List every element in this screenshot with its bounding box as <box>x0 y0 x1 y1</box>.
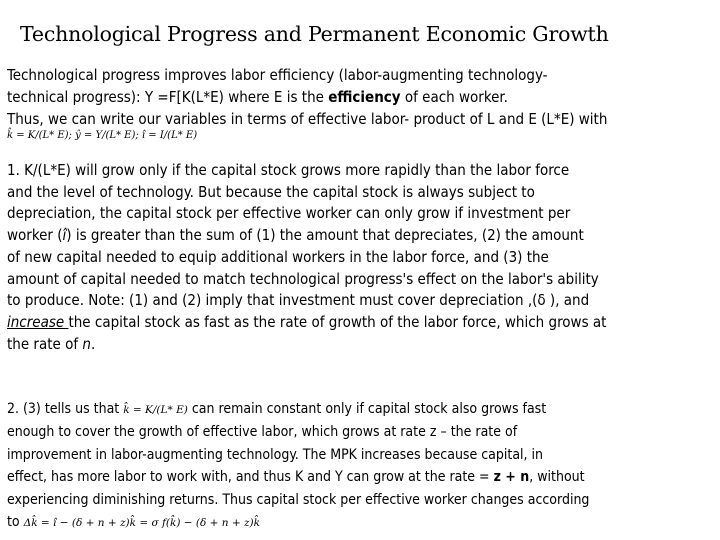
paragraph-1 <box>7 160 713 355</box>
effective-labor-equations: k̂ = K/(L* E); ŷ = Y/(L* E); î = I/(L* E) <box>7 130 198 141</box>
labor-growth-symbol: n <box>82 334 91 353</box>
p1-line-5: of new capital needed to equip additional workers in the labor force, and (3) the <box>7 247 549 266</box>
p2-line-1 <box>7 398 713 421</box>
p1-line-4 <box>7 225 713 247</box>
capital-per-effective-worker-formula: k̂ = K/(L* E) <box>123 404 188 416</box>
p1-line-8-text: the capital stock as fast as the rate of growth of the labor force, which grows at <box>68 312 607 331</box>
p1-line-9-text-b: . <box>90 334 96 353</box>
p2-line-2: enough to cover the growth of effective labor, which grows at rate z – the rate of <box>7 424 518 441</box>
p2-line-6 <box>7 511 713 534</box>
p2-line-5: experiencing diminishing returns. Thus capital stock per effective worker changes according <box>7 491 590 508</box>
intro-line-3: Thus, we can write our variables in terms of effective labor- product of L and E (L*E) with <box>7 110 608 128</box>
intro-line-2-text-c: of each worker. <box>400 88 508 106</box>
p1-line-6: amount of capital needed to match technological progress's effect on the labor's ability <box>7 269 599 288</box>
intro-line-2 <box>7 86 713 108</box>
p2-line-1-text-a: 2. (3) tells us that <box>7 401 124 417</box>
p1-line-3: depreciation, the capital stock per effective worker can only grow if investment per <box>7 204 571 223</box>
p1-line-9 <box>7 334 713 356</box>
p1-line-9-text-a: the rate of <box>7 334 83 353</box>
p2-line-4 <box>7 466 713 488</box>
efficiency-term: efficiency <box>328 88 401 106</box>
p1-line-4-text-a: worker ( <box>7 226 63 245</box>
p2-line-1-text-b: can remain constant only if capital stock also grows fast <box>187 401 547 417</box>
p1-line-4-text-b: ) is greater than the sum of (1) the amount that depreciates, (2) the amount <box>66 226 584 245</box>
page-title: Technological Progress and Permanent Economic Growth <box>20 22 609 46</box>
p2-line-6-text-a: to <box>7 514 24 531</box>
p2-line-4-text-a: effect, has more labor to work with, and thus K and Y can grow at the rate = <box>7 469 494 486</box>
p1-line-7: to produce. Note: (1) and (2) imply that investment must cover depreciation ,(δ ), and <box>7 291 590 310</box>
investment-symbol: î <box>62 226 67 245</box>
increase-term: increase <box>7 312 69 331</box>
p1-line-8 <box>7 312 713 334</box>
p1-line-2: and the level of technology. But because the capital stock is always subject to <box>7 182 535 201</box>
growth-rate-term: z + n <box>493 469 530 486</box>
p2-line-3: improvement in labor-augmenting technology. The MPK increases because capital, in <box>7 446 544 463</box>
paragraph-2 <box>7 398 713 534</box>
p1-line-1: 1. K/(L*E) will grow only if the capital stock grows more rapidly than the labor force <box>7 161 570 179</box>
intro-paragraph <box>7 64 713 130</box>
capital-accumulation-equation: Δk̂ = î − (δ + n + z)k̂ = σ f(k̂) − (δ + n + z)k̂ <box>23 517 261 530</box>
p2-line-4-text-b: , without <box>529 469 585 486</box>
intro-line-2-text-a: technical progress): Y =F[K(L*E) where E is the <box>7 88 329 106</box>
intro-line-1: Technological progress improves labor efficiency (labor-augmenting technology- <box>7 66 548 84</box>
